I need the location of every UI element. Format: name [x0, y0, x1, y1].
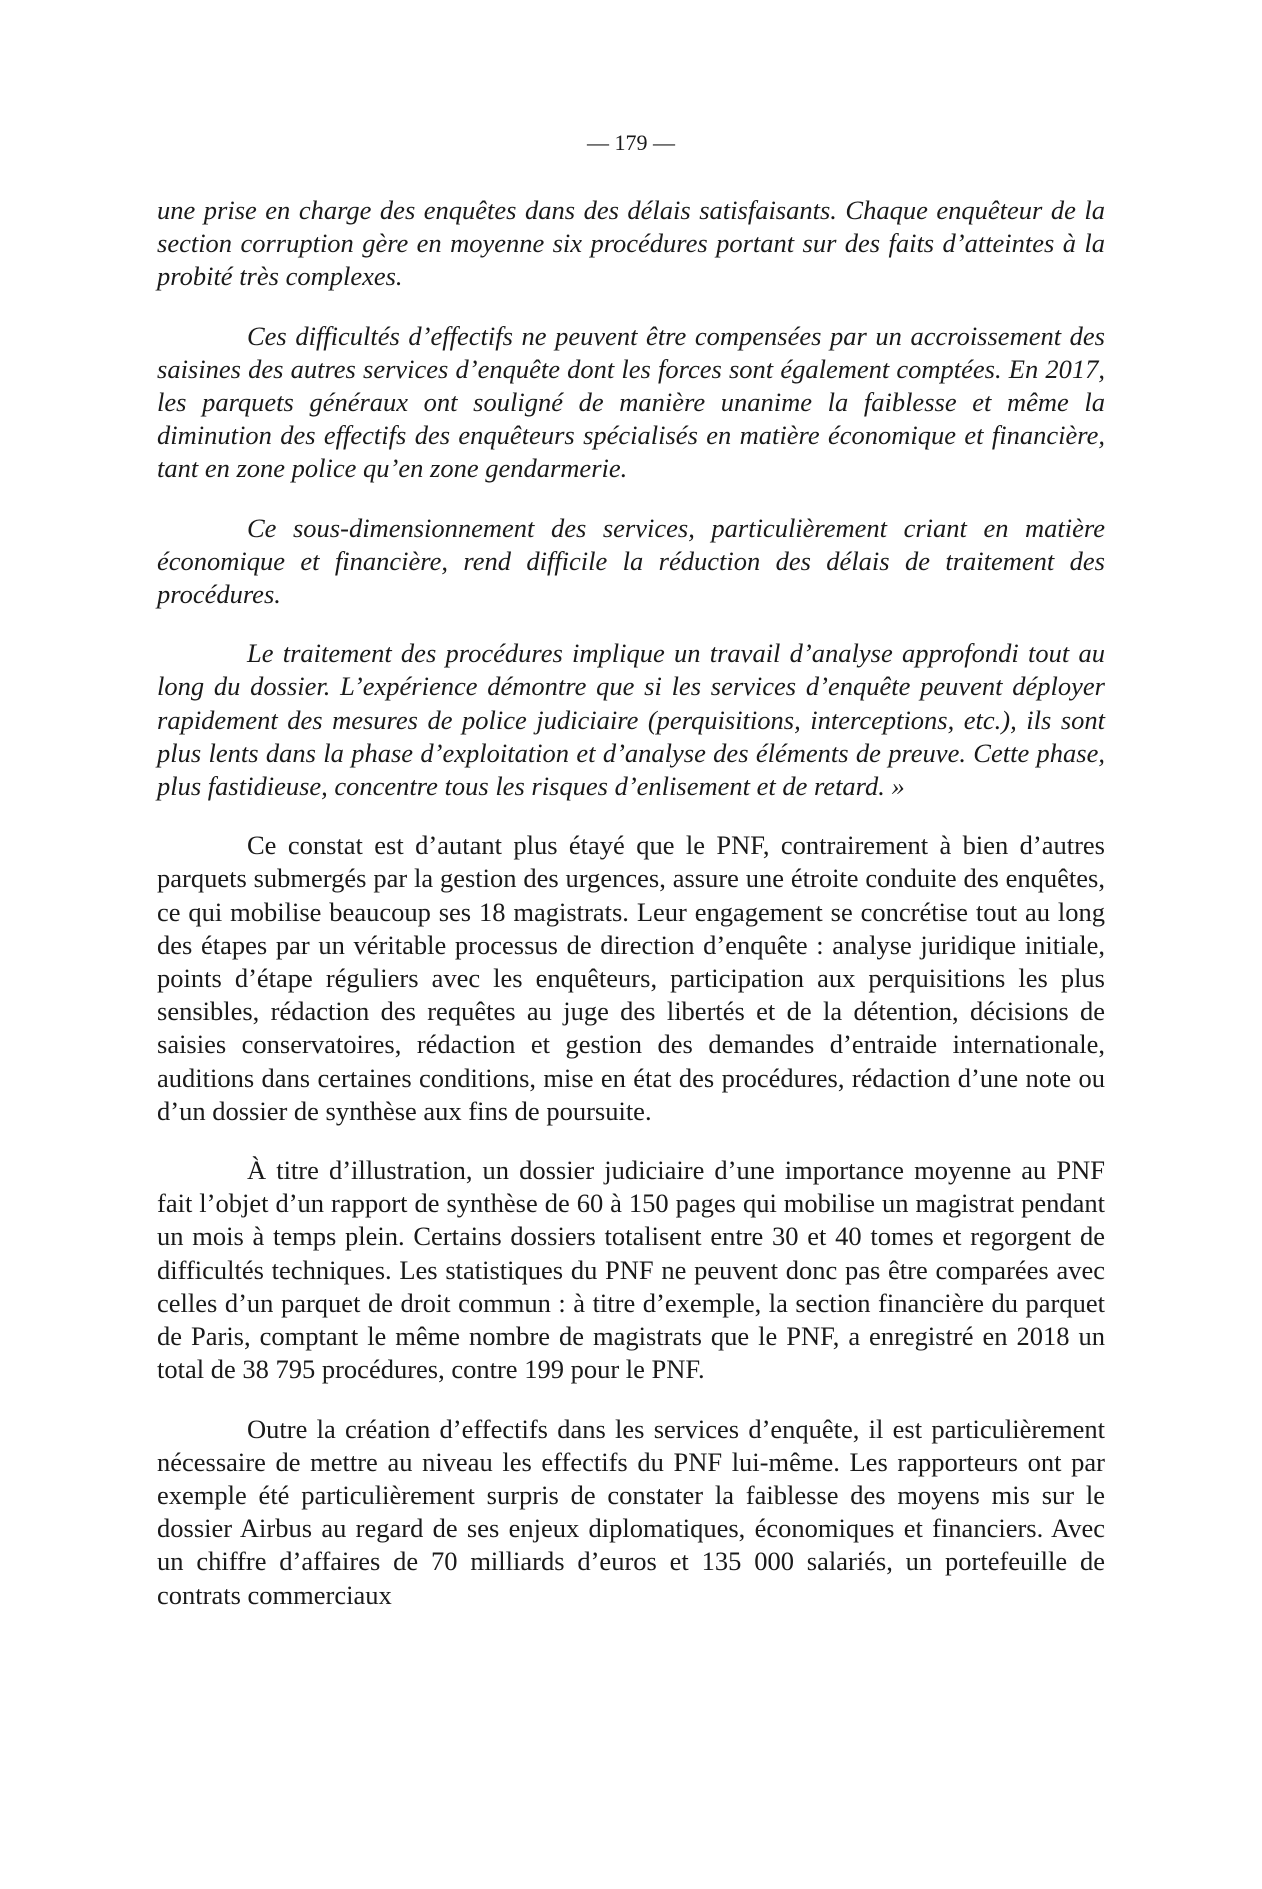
paragraph-quote-3: Ce sous-dimensionnement des services, particulièrement criant en matière économique et financière, rend difficile la réduction des délais de traitement des procédures.: [157, 512, 1105, 610]
paragraph-quote-1: une prise en charge des enquêtes dans des délais satisfaisants. Chaque enquêteur de la section corruption gère en moyenne six procédures portant sur des faits d’atteintes à la probité très complexes.: [157, 195, 1105, 292]
paragraph-quote-2: Ces difficultés d’effectifs ne peuvent être compensées par un accroissement des saisines des autres services d’enquête dont les forces sont également comptées. En 2017, les parquets généraux ont souligné de manière unanime la faiblesse et même la diminution des effectifs des enquêteurs spécialisés en matière économique et financière, tant en zone police qu’en zone gendarmerie.: [157, 320, 1105, 484]
paragraph-quote-4: Le traitement des procédures implique un travail d’analyse approfondi tout au long du dossier. L’expérience démontre que si les services d’enquête peuvent déployer rapidement des mesures de police judiciaire (perquisitions, interceptions, etc.), ils sont plus lents dans la phase d’exploitation et d’analyse des éléments de preuve. Cette phase, plus fastidieuse, concentre tous les risques d’enlisement et de retard. »: [157, 638, 1105, 802]
body-text: [157, 194, 1105, 1638]
paragraph-pnf-constat: Ce constat est d’autant plus étayé que le PNF, contrairement à bien d’autres parquets submergés par la gestion des urgences, assure une étroite conduite des enquêtes, ce qui mobilise beaucoup ses 18 magistrats. Leur engagement se concrétise tout au long des étapes par un véritable processus de direction d’enquête : analyse juridique initiale, points d’étape réguliers avec les enquêteurs, participation aux perquisitions les plus sensibles, rédaction des requêtes au juge des libertés et de la détention, décisions de saisies conservatoires, rédaction et gestion des demandes d’entraide internationale, auditions dans certaines conditions, mise en état des procédures, rédaction d’une note ou d’un dossier de synthèse aux fins de poursuite.: [157, 830, 1105, 1126]
paragraph-effectifs: Outre la création d’effectifs dans les services d’enquête, il est particulièrement nécessaire de mettre au niveau les effectifs du PNF lui-même. Les rapporteurs ont par exemple été particulièrement surpris de constater la faiblesse des moyens mis sur le dossier Airbus au regard de ses enjeux diplomatiques, économiques et financiers. Avec un chiffre d’affaires de 70 milliards d’euros et 135 000 salariés, un portefeuille de contrats commerciaux: [157, 1413, 1105, 1610]
page-number: — 179 —: [587, 130, 675, 155]
paragraph-illustration: À titre d’illustration, un dossier judiciaire d’une importance moyenne au PNF fait l’objet d’un rapport de synthèse de 60 à 150 pages qui mobilise un magistrat pendant un mois à temps plein. Certains dossiers totalisent entre 30 et 40 tomes et regorgent de difficultés techniques. Les statistiques du PNF ne peuvent donc pas être comparées avec celles d’un parquet de droit commun : à titre d’exemple, la section financière du parquet de Paris, comptant le même nombre de magistrats que le PNF, a enregistré en 2018 un total de 38 795 procédures, contre 199 pour le PNF.: [157, 1155, 1105, 1385]
